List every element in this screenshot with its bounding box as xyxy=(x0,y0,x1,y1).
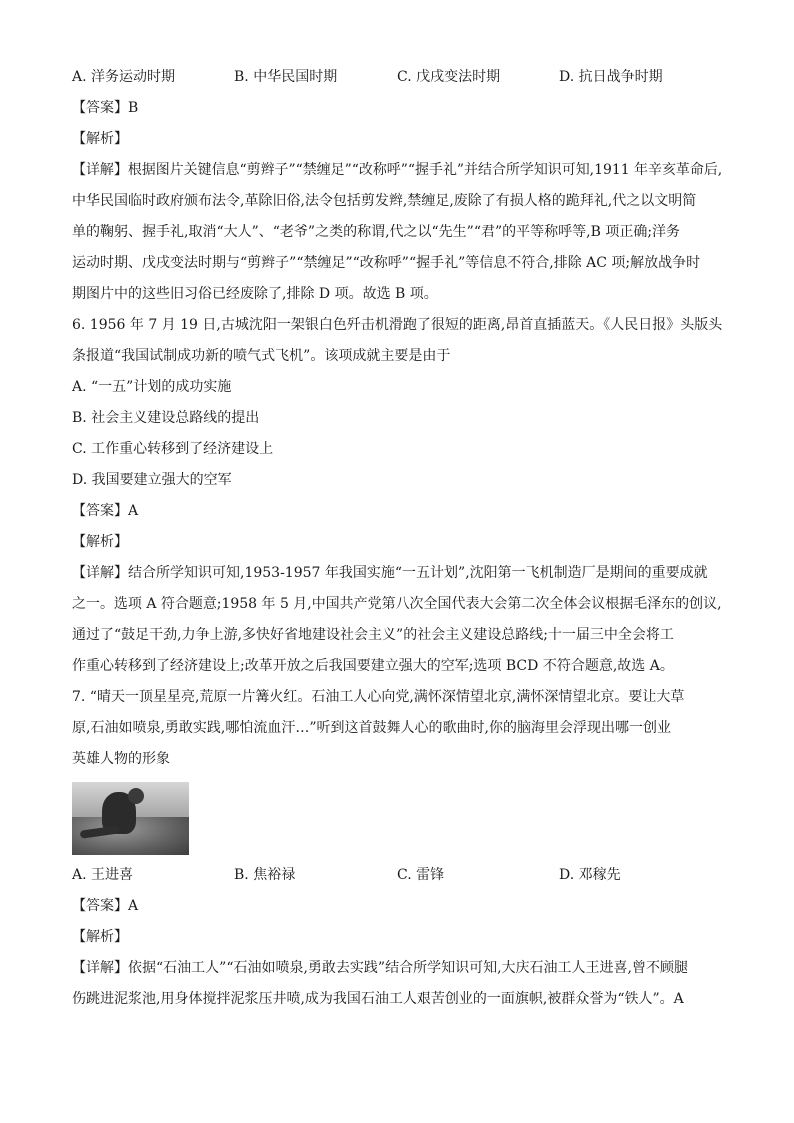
q7-options xyxy=(72,860,722,891)
q5-detail-line: 运动时期、戊戌变法时期与“剪辫子”“禁缠足”“改称呼”“握手礼”等信息不符合,排除 AC 项;解放战争时 xyxy=(72,255,701,271)
q7-detail xyxy=(72,953,722,1015)
q5-detail-line: 单的鞠躬、握手礼,取消“大人”、“老爷”之类的称谓,代之以“先生”“君”的平等称呼等,B 项正确;洋务 xyxy=(72,224,681,240)
q5-options xyxy=(72,62,722,93)
q7-option-c: C. 雷锋 xyxy=(397,867,445,883)
q6-detail-line: 之一。选项 A 符合题意;1958 年 5 月,中国共产党第八次全国代表大会第二次全体会议根据毛泽东的创议, xyxy=(72,596,722,612)
q5-answer: 【答案】B xyxy=(72,100,139,116)
q6-stem-line: 条报道“我国试制成功新的喷气式飞机”。该项成就主要是由于 xyxy=(72,348,451,364)
q6-answer: 【答案】A xyxy=(72,503,139,519)
q6-detail-line: 通过了“鼓足干劲,力争上游,多快好省地建设社会主义”的社会主义建设总路线;十一届三中全会将工 xyxy=(72,627,674,643)
q5-option-d: D. 抗日战争时期 xyxy=(559,69,663,85)
q6-detail xyxy=(72,558,722,682)
q7-option-b: B. 焦裕禄 xyxy=(234,867,296,883)
q7-answer: 【答案】A xyxy=(72,898,139,914)
q6-detail-line: 【详解】结合所学知识可知,1953-1957 年我国实施“一五计划”,沈阳第一飞机制造厂是期间的重要成就 xyxy=(72,565,708,581)
q5-detail-line: 中华民国临时政府颁布法令,革除旧俗,法令包括剪发辫,禁缠足,废除了有损人格的跪拜礼,代之以文明简 xyxy=(72,193,697,209)
q7-stem-line: 7. “晴天一顶星星亮,荒原一片篝火红。石油工人心向党,满怀深情望北京,满怀深情望北京。要让大草 xyxy=(72,689,685,705)
q6-option-b: B. 社会主义建设总路线的提出 xyxy=(72,410,260,426)
q6-option-c: C. 工作重心转移到了经济建设上 xyxy=(72,441,274,457)
q6-stem xyxy=(72,310,722,372)
q7-option-d: D. 邓稼先 xyxy=(559,867,621,883)
q5-option-b: B. 中华民国时期 xyxy=(234,69,338,85)
q7-detail-line: 伤跳进泥浆池,用身体搅拌泥浆压井喷,成为我国石油工人艰苦创业的一面旗帜,被群众誉为“铁人”。A xyxy=(72,991,684,1007)
q6-analysis-label: 【解析】 xyxy=(72,534,128,550)
q7-detail-line: 【详解】依据“石油工人”“石油如喷泉,勇敢去实践”结合所学知识可知,大庆石油工人王进喜,曾不顾腿 xyxy=(72,960,688,976)
q6-option-d: D. 我国要建立强大的空军 xyxy=(72,472,232,488)
q5-analysis-label: 【解析】 xyxy=(72,131,128,147)
document-page xyxy=(72,62,722,1015)
q7-photo xyxy=(72,782,189,855)
q7-analysis-label: 【解析】 xyxy=(72,929,128,945)
q7-stem-line: 英雄人物的形象 xyxy=(72,751,170,767)
q7-photo-head xyxy=(128,788,144,804)
q6-option-a: A. “一五”计划的成功实施 xyxy=(72,379,232,395)
q7-option-a: A. 王进喜 xyxy=(72,867,134,883)
q7-stem xyxy=(72,682,722,775)
q5-option-c: C. 戊戌变法时期 xyxy=(397,69,501,85)
q5-detail xyxy=(72,155,722,310)
q5-detail-line: 期图片中的这些旧习俗已经废除了,排除 D 项。故选 B 项。 xyxy=(72,286,438,302)
q7-stem-line: 原,石油如喷泉,勇敢实践,哪怕流血汗…”听到这首鼓舞人心的歌曲时,你的脑海里会浮现出哪一创业 xyxy=(72,720,671,736)
q5-detail-line: 【详解】根据图片关键信息“剪辫子”“禁缠足”“改称呼”“握手礼”并结合所学知识可知,1911 年辛亥革命后, xyxy=(72,162,723,178)
q6-detail-line: 作重心转移到了经济建设上;改革开放之后我国要建立强大的空军;选项 BCD 不符合题意,故选 A。 xyxy=(72,658,674,674)
q6-stem-line: 6. 1956 年 7 月 19 日,古城沈阳一架银白色歼击机滑跑了很短的距离,昂首直插蓝天。《人民日报》头版头 xyxy=(72,317,723,333)
q5-option-a: A. 洋务运动时期 xyxy=(72,69,176,85)
